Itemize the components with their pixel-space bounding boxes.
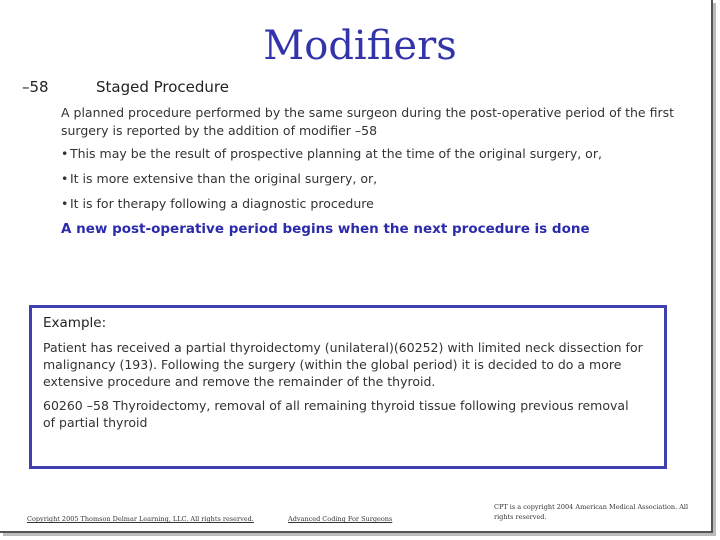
bullet-icon: • bbox=[61, 146, 69, 161]
bullet-icon: • bbox=[61, 171, 69, 186]
bullet-text: It is for therapy following a diagnostic procedure bbox=[70, 196, 374, 211]
bullet-list bbox=[61, 146, 681, 221]
bullet-item bbox=[61, 171, 681, 196]
example-title: Example: bbox=[43, 315, 107, 331]
modifier-code: –58 bbox=[22, 78, 49, 96]
footer-course-title: Advanced Coding For Surgeons bbox=[288, 515, 393, 523]
example-paragraph: Patient has received a partial thyroidectomy (unilateral)(60252) with limited neck dissection for malignancy (193). Following the surgery (within the global period) it is decided to do a more extensive procedure and remove the remainder of the thyroid. bbox=[43, 340, 643, 389]
example-code-paragraph: 60260 –58 Thyroidectomy, removal of all remaining thyroid tissue following previous removal of partial thyroid bbox=[43, 398, 629, 430]
slide-title: Modifiers bbox=[263, 23, 457, 69]
procedure-name: Staged Procedure bbox=[96, 78, 230, 96]
bullet-item bbox=[61, 146, 681, 171]
bullet-text: This may be the result of prospective planning at the time of the original surgery, or, bbox=[70, 146, 602, 161]
bullet-text: It is more extensive than the original surgery, or, bbox=[70, 171, 378, 186]
bullet-item bbox=[61, 196, 681, 221]
highlight-text: A new post-operative period begins when the next procedure is done bbox=[61, 221, 590, 237]
footer-copyright: Copyright 2005 Thomson Delmar Learning, LLC. All rights reserved. bbox=[27, 515, 254, 523]
bullet-icon: • bbox=[61, 196, 69, 211]
description-text: A planned procedure performed by the same surgeon during the post-operative period of the first surgery is reported by the addition of modifier –58 bbox=[61, 105, 675, 138]
example-box bbox=[29, 305, 667, 469]
footer-cpt-notice: CPT is a copyright 2004 American Medical Association. All rights reserved. bbox=[494, 503, 689, 521]
